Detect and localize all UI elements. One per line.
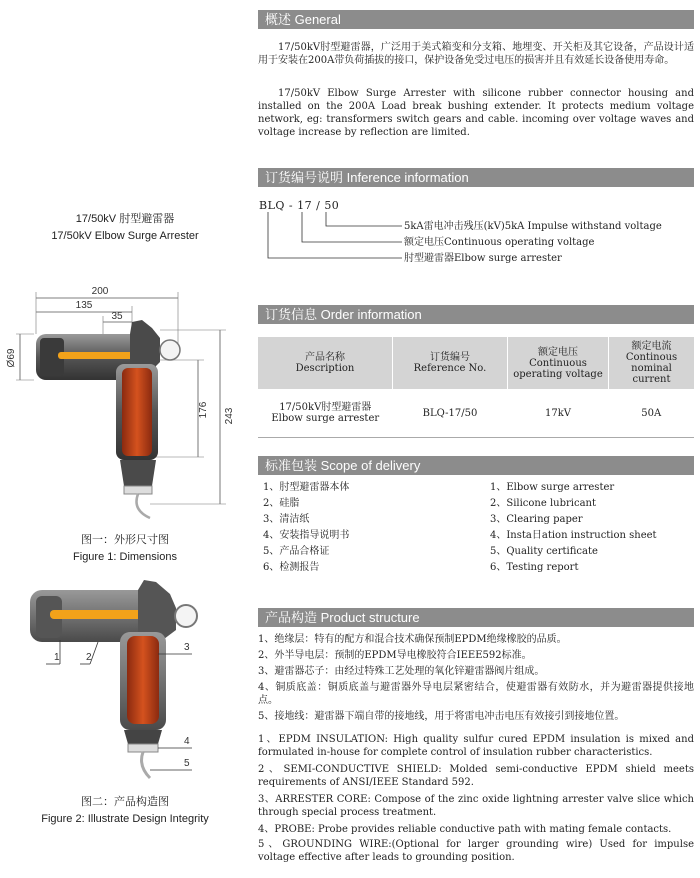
structure-cn-4: 4、铜质底盖：铜质底盖与避雷器外导电层紧密结合，使避雷器有效防水，并为避雷器提供接地点。 bbox=[258, 682, 694, 706]
general-text-cn: 17/50kV肘型避雷器，广泛用于美式箱变和分支箱、地埋变、开关柜及其它设备，产品设计适用于安装在200A带负荷插拔的接口，保护设备免受过电压的损害并且有效延长设备使用寿命。 bbox=[258, 42, 694, 66]
delivery-en-5: 5、Quality certificate bbox=[490, 546, 598, 557]
delivery-en-1: 1、Elbow surge arrester bbox=[490, 482, 615, 493]
dim-69: Ø69 bbox=[6, 348, 17, 368]
dim-243: 243 bbox=[224, 407, 235, 425]
inference-item-2: 额定电压Continuous operating voltage bbox=[404, 237, 595, 248]
col-description: 产品名称 Description bbox=[258, 337, 393, 389]
inference-item-3: 肘型避雷器Elbow surge arrester bbox=[404, 253, 562, 264]
cell-voltage: 17kV bbox=[508, 389, 609, 438]
fig1-caption-cn: 图一：外形尺寸图 bbox=[81, 534, 169, 546]
delivery-cn-5: 5、产品合格证 bbox=[263, 546, 330, 557]
col-reference: 订货编号 Reference No. bbox=[393, 337, 508, 389]
delivery-en-6: 6、Testing report bbox=[490, 562, 579, 573]
section-header-structure: 产品构造 Product structure bbox=[258, 608, 694, 627]
callout-2: 2 bbox=[86, 652, 92, 663]
fig1-caption-en: Figure 1: Dimensions bbox=[73, 551, 177, 563]
section-header-general: 概述 General bbox=[258, 10, 694, 29]
table-row bbox=[258, 389, 694, 438]
order-table bbox=[258, 337, 694, 438]
fig2-caption-cn: 图二：产品构造图 bbox=[81, 796, 169, 808]
structure-cn-2: 2、外半导电层：预制的EPDM导电橡胶符合IEEE592标准。 bbox=[258, 650, 532, 661]
structure-cn-3: 3、避雷器芯子：由经过特殊工艺处理的氧化锌避雷器阀片组成。 bbox=[258, 666, 545, 677]
order-table-header bbox=[258, 337, 694, 389]
delivery-en-4: 4、Insta日ation instruction sheet bbox=[490, 530, 657, 541]
structure-cn-5: 5、接地线：避雷器下端自带的接地线，用于将雷电冲击电压有效接引到接地位置。 bbox=[258, 711, 625, 722]
general-text-en: 17/50kV Elbow Surge Arrester with silicone rubber connector housing and installed on the 200A Load break bushing extender. It protects medium voltage network, eg: transformers switch gears and cable. incoming over voltage waves and voltage increase by reflection are limited. bbox=[258, 88, 694, 138]
structure-en-4: 4、PROBE: Probe provides reliable conductive path with mating female contacts. bbox=[258, 824, 672, 835]
delivery-cn-1: 1、肘型避雷器本体 bbox=[263, 482, 350, 493]
inference-bracket-lines bbox=[258, 208, 408, 268]
callout-5: 5 bbox=[184, 758, 190, 769]
structure-en-2: 2、SEMI-CONDUCTIVE SHIELD: Molded semi-conductive EPDM shield meets requirements of ANSI/IEEE Standard 592. bbox=[258, 764, 694, 788]
callout-1: 1 bbox=[54, 652, 60, 663]
callout-4: 4 bbox=[184, 736, 190, 747]
structure-en-5: 5、GROUNDING WIRE:(Optional for larger grounding wire) Used for impulse voltage effective after leads to grounding position. bbox=[258, 839, 694, 863]
product-title-en: 17/50kV Elbow Surge Arrester bbox=[51, 230, 199, 242]
structure-en-1: 1、EPDM INSULATION: High quality sulfur cured EPDM insulation is mixed and formulated in-house for complete control of insulation rubber characteristics. bbox=[258, 734, 694, 758]
section-header-inference: 订货编号说明 Inference information bbox=[258, 168, 694, 187]
dim-176: 176 bbox=[198, 401, 209, 419]
cell-current: 50A bbox=[609, 389, 695, 438]
delivery-cn-4: 4、安装指导说明书 bbox=[263, 530, 350, 541]
product-title-cn: 17/50kV 肘型避雷器 bbox=[75, 213, 175, 225]
cell-reference: BLQ-17/50 bbox=[393, 389, 508, 438]
delivery-cn-3: 3、清洁纸 bbox=[263, 514, 310, 525]
inference-code: BLQ - 17 / 50 bbox=[259, 199, 340, 212]
section-header-order: 订货信息 Order information bbox=[258, 305, 694, 324]
cell-description: 17/50kV肘型避雷器 Elbow surge arrester bbox=[258, 389, 393, 438]
structure-en-3: 3、ARRESTER CORE: Compose of the zinc oxide lightning arrester valve slice which through special process treatment. bbox=[258, 794, 694, 818]
callout-3: 3 bbox=[184, 642, 190, 653]
delivery-en-2: 2、Silicone lubricant bbox=[490, 498, 597, 509]
dim-35: 35 bbox=[111, 311, 123, 322]
delivery-cn-2: 2、硅脂 bbox=[263, 498, 300, 509]
inference-item-1: 5kA雷电冲击残压(kV)5kA Impulse withstand voltage bbox=[404, 221, 662, 232]
delivery-cn-6: 6、检测报告 bbox=[263, 562, 320, 573]
delivery-en-3: 3、Clearing paper bbox=[490, 514, 583, 525]
dimension-drawing bbox=[0, 282, 250, 522]
col-voltage: 额定电压 Continuous operating voltage bbox=[508, 337, 609, 389]
section-header-delivery: 标准包装 Scope of delivery bbox=[258, 456, 694, 475]
fig2-caption-en: Figure 2: Illustrate Design Integrity bbox=[41, 813, 209, 825]
dim-200: 200 bbox=[91, 286, 109, 297]
dim-135: 135 bbox=[75, 300, 93, 311]
structure-drawing bbox=[20, 580, 230, 780]
col-current: 额定电流 Continous nominal current bbox=[609, 337, 695, 389]
structure-cn-1: 1、绝缘层：特有的配方和混合技术确保预制EPDM绝缘橡胶的品质。 bbox=[258, 634, 567, 645]
